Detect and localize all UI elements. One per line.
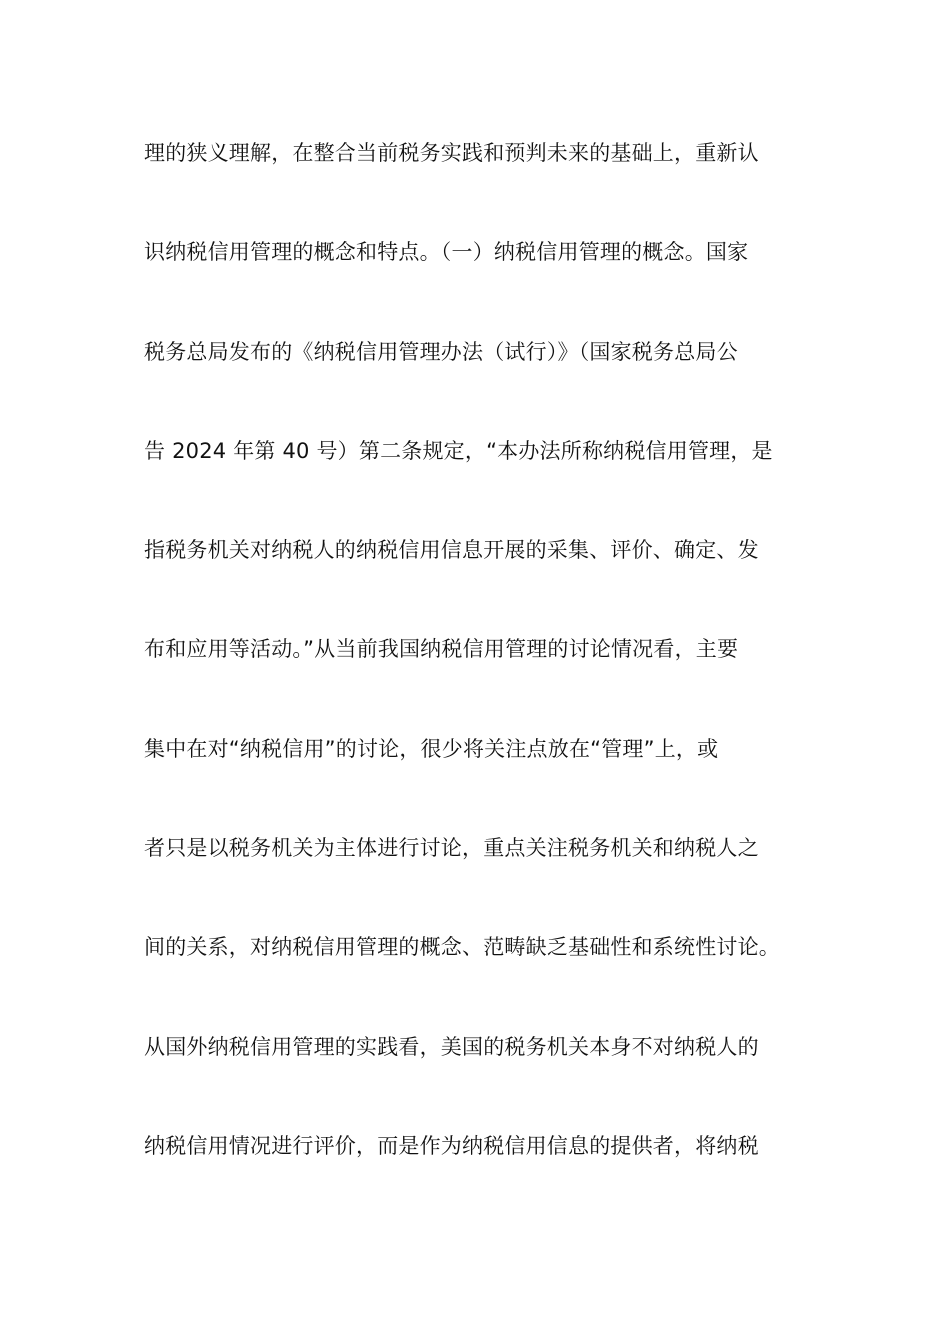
text-line-1: 理的狭义理解，在整合当前税务实践和预判未来的基础上，重新认 bbox=[144, 141, 759, 165]
text-line-2: 识纳税信用管理的概念和特点。（一）纳税信用管理的概念。国家 bbox=[144, 240, 749, 265]
text-line-6: 布和应用等活动。”从当前我国纳税信用管理的讨论情况看，主要 bbox=[144, 637, 739, 662]
text-line-5: 指税务机关对纳税人的纳税信用信息开展的采集、评价、确定、发 bbox=[144, 538, 759, 563]
text-line-4: 告 2024 年第 40 号）第二条规定，“本办法所称纳税信用管理，是 bbox=[144, 438, 773, 463]
text-line-11: 纳税信用情况进行评价，而是作为纳税信用信息的提供者，将纳税 bbox=[144, 1133, 759, 1158]
text-line-7: 集中在对“纳税信用”的讨论，很少将关注点放在“管理”上，或 bbox=[144, 736, 719, 761]
text-line-3: 税务总局发布的《纳税信用管理办法（试行）》（国家税务总局公 bbox=[144, 339, 738, 364]
text-line-9: 间的关系，对纳税信用管理的概念、范畴缺乏基础性和系统性讨论。 bbox=[144, 935, 780, 960]
body-text bbox=[144, 126, 824, 1218]
text-line-10: 从国外纳税信用管理的实践看，美国的税务机关本身不对纳税人的 bbox=[144, 1034, 759, 1059]
text-line-8: 者只是以税务机关为主体进行讨论，重点关注税务机关和纳税人之 bbox=[144, 836, 759, 861]
